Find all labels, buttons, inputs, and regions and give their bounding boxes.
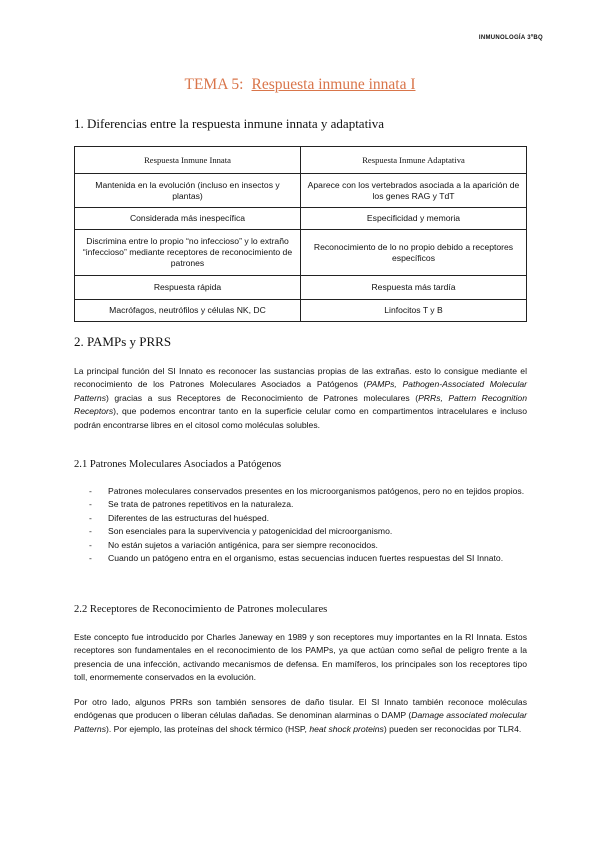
table-cell: Respuesta rápida	[75, 276, 301, 300]
list-item: - Se trata de patrones repetitivos en la naturaleza.	[89, 499, 294, 510]
table-row	[75, 300, 527, 322]
subsection-2-1-heading: 2.1 Patrones Moleculares Asociados a Patógenos	[74, 459, 282, 470]
page-title	[0, 76, 600, 94]
table-row	[75, 230, 527, 276]
table-cell: Aparece con los vertebrados asociada a la aparición de los genes RAG y TdT	[301, 174, 527, 208]
comparison-table	[74, 146, 527, 322]
table-cell: Reconocimiento de lo no propio debido a receptores específicos	[301, 230, 527, 276]
subsection-2-2-heading: 2.2 Receptores de Reconocimiento de Patrones moleculares	[74, 604, 328, 615]
list-item: - Patrones moleculares conservados presentes en los microorganismos patógenos, pero no en tejidos propios.	[89, 486, 525, 496]
prr-paragraph-2: Por otro lado, algunos PRRs son también sensores de daño tisular. El SI Innato también reconoce moléculas endógenas que producen o liberan células dañadas. Se denominan alarminas o DAMP (Damage associated molecular Patterns). Por ejemplo, las proteínas del shock térmico (HSP, heat shock proteins) pueden ser reconocidas por TLR4.	[74, 697, 527, 734]
table-header-adaptive: Respuesta Inmune Adaptativa	[301, 147, 527, 174]
table-cell: Especificidad y memoria	[301, 208, 527, 230]
title-prefix: TEMA 5:	[184, 76, 244, 93]
table-cell: Considerada más inespecífica	[75, 208, 301, 230]
list-item: - No están sujetos a variación antigénica, para ser siempre reconocidos.	[89, 539, 378, 550]
list-item: - Cuando un patógeno entra en el organismo, estas secuencias inducen fuertes respuestas del SI Innato.	[89, 553, 504, 564]
list-item: - Diferentes de las estructuras del huésped.	[89, 512, 269, 523]
table-header-innate: Respuesta Inmune Innata	[75, 147, 301, 174]
prr-paragraph-1: Este concepto fue introducido por Charles Janeway en 1989 y son receptores muy importantes en la RI Innata. Estos receptores son fundamentales en el reconocimiento de los PAMPs, ya que actúan como señal de peligro frente a la presencia de una infección, activando mecanismos de defensa. En mamíferos, los principales son los receptores tipo toll, enormemente conservados en la evolución.	[74, 632, 527, 683]
table-header-row	[75, 147, 527, 174]
list-item: - Son esenciales para la supervivencia y patogenicidad del microorganismo.	[89, 526, 393, 537]
pamp-bullet-list	[74, 485, 527, 565]
table-row	[75, 174, 527, 208]
table-cell: Discrimina entre lo propio “no infeccioso” y lo extraño “infeccioso” mediante receptores de reconocimiento de patrones	[75, 230, 301, 276]
table-row	[75, 208, 527, 230]
table-cell: Linfocitos T y B	[301, 300, 527, 322]
course-header: INMUNOLOGÍA 3ºBQ	[478, 35, 543, 41]
intro-paragraph: La principal función del SI Innato es reconocer las sustancias propias de las extrañas. esto lo consigue mediante el reconocimiento de los Patrones Moleculares Asociados a Patógenos (PAMPs, Pathogen-Associated Molecular Patterns) gracias a sus Receptores de Reconocimiento de Patrones moleculares (PRRs, Pattern Recognition Receptors), que podemos encontrar tanto en la superficie celular como en compartimentos intracelulares e incluso podrán encontrarse libres en el citosol como moléculas solubles.	[74, 366, 528, 430]
title-subject: Respuesta inmune innata I	[251, 76, 416, 93]
table-row	[75, 276, 527, 300]
section-1-heading: 1. Diferencias entre la respuesta inmune innata y adaptativa	[74, 116, 385, 131]
table-cell: Macrófagos, neutrófilos y células NK, DC	[75, 300, 301, 322]
table-cell: Mantenida en la evolución (incluso en insectos y plantas)	[75, 174, 301, 208]
section-2-heading: 2. PAMPs y PRRS	[74, 334, 172, 349]
table-cell: Respuesta más tardía	[301, 276, 527, 300]
